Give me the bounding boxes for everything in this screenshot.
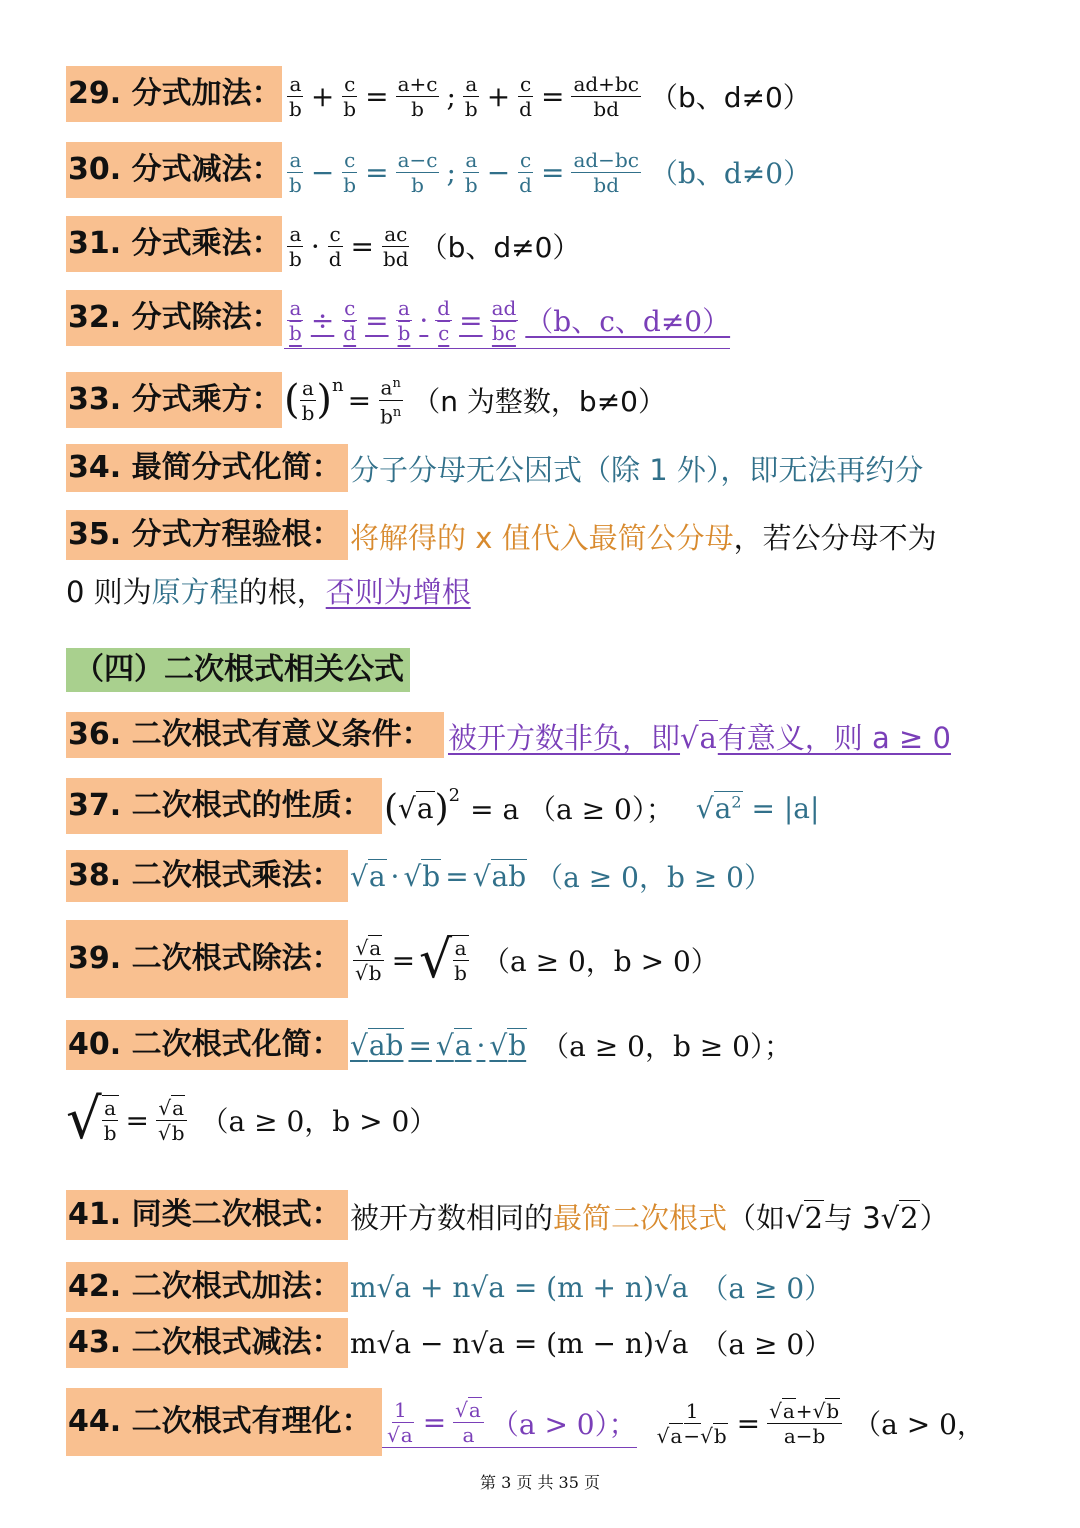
highlight-text: 原方程: [151, 575, 239, 609]
formula-label: 39. 二次根式除法：: [66, 920, 348, 998]
formula-label: 34. 最简分式化简：: [66, 444, 348, 492]
formula-label: 41. 同类二次根式：: [66, 1190, 348, 1240]
formula-tail: = |a|: [751, 791, 820, 825]
formula-expression: $\frac{a}{b}$ + $\frac{c}{b}$ = $\frac{a+c}{b}$ ; $\frac{a}{b}$ + $\frac{c}{d}$ = $\frac{ad+bc}{bd}$ （b、d≠0）: [289, 71, 811, 121]
formula-33: [0, 368, 1080, 432]
formula-expr: m√a + n√a = (m + n)√a: [350, 1270, 689, 1304]
formula-31: [0, 216, 1080, 276]
formula-29: [0, 66, 1080, 126]
condition-text: （a > 0，: [853, 1408, 985, 1441]
formula-label: 30. 分式减法：: [66, 142, 282, 198]
formula-37: [0, 778, 1080, 838]
formula-32: [0, 290, 1080, 350]
formula-label: 29. 分式加法：: [66, 66, 282, 122]
formula-40: [0, 1020, 1080, 1170]
condition-text: （a ≥ 0，b ≥ 0）；: [541, 1030, 792, 1063]
formula-text: 有意义，则 a ≥ 0: [717, 721, 951, 755]
formula-expression-2: √ $\frac{a}{b}$ = $\frac{√a}{√b}$ （a ≥ 0，b > 0）: [66, 1087, 438, 1152]
formula-label: 31. 分式乘法：: [66, 216, 282, 272]
formula-39: [0, 920, 1080, 1000]
condition-text: （b、d≠0）: [649, 157, 812, 190]
condition-text: （a ≥ 0，b > 0）: [481, 945, 719, 978]
formula-44: [0, 1388, 1080, 1458]
condition-text: （b、d≠0）: [419, 231, 581, 264]
formula-label: 35. 分式方程验根：: [66, 510, 348, 560]
formula-label: 44. 二次根式有理化：: [66, 1388, 382, 1456]
formula-expression: $\frac{a}{b}$ ÷ $\frac{c}{d}$ = $\frac{a}{b}$ · $\frac{d}{c}$ = $\frac{ad}{bc}$ （b、c、d≠0）: [284, 292, 730, 349]
plain-text: ）: [919, 1201, 949, 1235]
formula-text: 被开方数非负，即: [448, 721, 681, 755]
formula-label: 33. 分式乘方：: [66, 372, 282, 428]
formula-expression: $\frac{a}{b}$ − $\frac{c}{b}$ = $\frac{a-c}{b}$ ; $\frac{a}{b}$ − $\frac{c}{d}$ = $\frac{ad-bc}{bd}$ （b、d≠0）: [289, 147, 812, 197]
formula-text: 分子分母无公因式（除 1 外），即无法再约分: [350, 453, 924, 487]
section-header: （四）二次根式相关公式: [66, 648, 410, 692]
formula-expression: [350, 1262, 832, 1312]
highlight-text: 否则为增根: [325, 575, 471, 609]
condition-text: （a ≥ 0）: [700, 1328, 833, 1361]
formula-38: [0, 850, 1080, 906]
plain-text: 被开方数相同的: [350, 1201, 554, 1235]
formula-expression: ( $\frac{a}{b}$ ) n = $\frac{a^n}{b^n}$ （n 为整数，b≠0）: [284, 372, 666, 428]
formula-expression: √a · √b = √ab （a ≥ 0，b ≥ 0）: [350, 850, 772, 902]
condition-text: （a ≥ 0）: [700, 1272, 833, 1305]
highlight-text: 将解得的 x 值代入最简公分母: [350, 521, 734, 555]
formula-label: 38. 二次根式乘法：: [66, 850, 348, 902]
formula-label: 40. 二次根式化简：: [66, 1020, 348, 1070]
formula-30: [0, 142, 1080, 202]
formula-35: [0, 510, 1080, 610]
formula-expression: √ab = √a · √b （a ≥ 0，b ≥ 0）；: [350, 1020, 792, 1070]
formula-label: 37. 二次根式的性质：: [66, 778, 382, 834]
formula-expression: $\frac{√a}{√b}$ = √ $\frac{a}{b}$ （a ≥ 0，b > 0）: [355, 930, 719, 990]
formula-label: 32. 分式除法：: [66, 290, 282, 346]
condition-text: （n 为整数，b≠0）: [412, 385, 666, 418]
condition-text: （b、d≠0）: [649, 81, 811, 114]
condition-text: （b、c、d≠0）: [525, 305, 731, 338]
condition-text: （a ≥ 0，b > 0）: [200, 1105, 438, 1138]
page-footer: 第 3 页 共 35 页: [480, 1473, 600, 1492]
formula-34: [0, 444, 1080, 500]
formula-42: [0, 1262, 1080, 1316]
highlight-text: 最简二次根式: [553, 1201, 728, 1235]
formula-label: 43. 二次根式减法：: [66, 1318, 348, 1368]
condition-text: = a （a ≥ 0）；: [470, 793, 674, 826]
condition-text: （a ≥ 0，b ≥ 0）: [535, 861, 772, 894]
formula-expression: $\frac{1}{√a}$ = $\frac{√a}{a}$ （a > 0）； $\frac{1}{√a-√b}$ = $\frac{√a+√b}{a-b}$ （a > 0，: [382, 1392, 985, 1454]
formula-43: [0, 1318, 1080, 1372]
formula-expression: ( √a ) 2 = a （a ≥ 0）； $√a^2 = |a|$: [384, 784, 820, 829]
plain-text: 的根，: [238, 575, 326, 609]
plain-text: （如: [727, 1201, 786, 1235]
formula-expression: [350, 1318, 832, 1368]
formula-expression: $\frac{a}{b}$ · $\frac{c}{d}$ = $\frac{ac}{bd}$ （b、d≠0）: [289, 221, 581, 271]
condition-text: （a > 0）；: [490, 1407, 637, 1441]
formula-label: 36. 二次根式有意义条件：: [66, 712, 444, 758]
formula-41: 41. 同类二次根式： 被开方数相同的最简二次根式（如√2与 3√2）: [0, 1190, 1080, 1246]
plain-text: 与 3: [823, 1201, 881, 1235]
plain-text: ，若公分母不为: [733, 521, 937, 555]
formula-36: 36. 二次根式有意义条件： 被开方数非负，即√a有意义，则 a ≥ 0: [0, 712, 1080, 768]
plain-text: 0 则为: [66, 575, 152, 609]
formula-expr: m√a − n√a = (m − n)√a: [350, 1326, 689, 1360]
formula-label: 42. 二次根式加法：: [66, 1262, 348, 1312]
